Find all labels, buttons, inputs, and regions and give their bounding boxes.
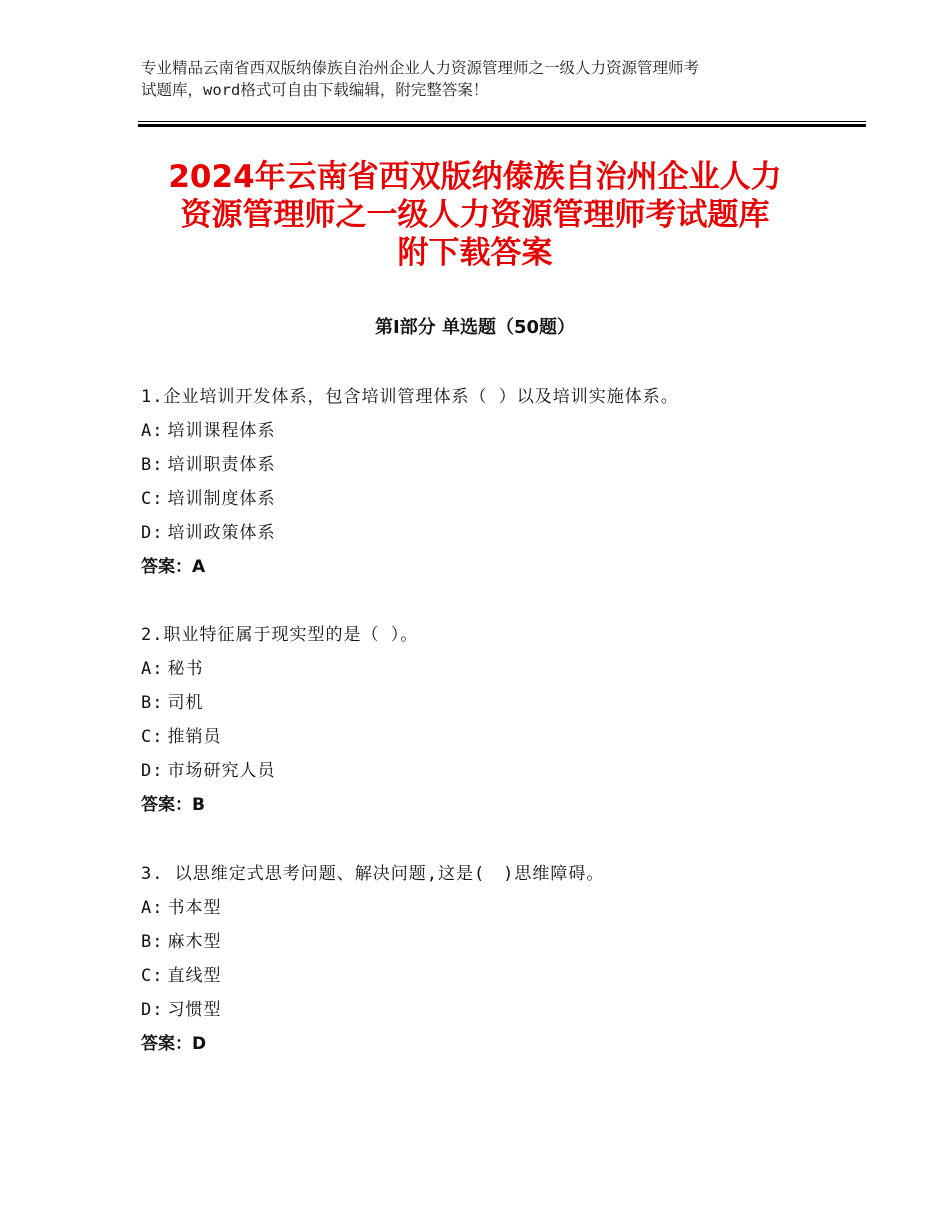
option-text: 麻木型 [167,932,222,952]
option-a [141,652,861,686]
option-key: C: [141,966,164,986]
option-b [141,925,861,959]
option-key: A: [141,659,164,679]
option-key: B: [141,932,164,952]
option-text: 直线型 [167,966,222,986]
option-b [141,448,861,482]
option-key: C: [141,727,164,747]
answer: 答案：B [141,795,205,815]
option-text: 培训职责体系 [167,455,276,475]
option-d [141,754,861,788]
header-line-2: 试题库，word格式可自由下载编辑，附完整答案！ [141,81,489,99]
option-text: 培训政策体系 [167,523,276,543]
question-stem: 3. 以思维定式思考问题、解决问题,这是( )思维障碍。 [141,864,605,884]
option-text: 习惯型 [167,1000,222,1020]
option-a [141,414,861,448]
option-c [141,482,861,516]
option-text: 培训课程体系 [167,421,276,441]
title-line-3: 附下载答案 [397,235,553,271]
document-title [100,158,850,272]
option-key: D: [141,523,164,543]
option-key: D: [141,1000,164,1020]
option-a [141,891,861,925]
option-key: B: [141,455,164,475]
option-text: 秘书 [167,659,204,679]
question-2 [141,618,861,822]
question-stem: 2.职业特征属于现实型的是（ ）。 [141,625,419,645]
option-text: 司机 [167,693,204,713]
option-text: 培训制度体系 [167,489,276,509]
question-3 [141,857,861,1061]
option-b [141,686,861,720]
option-key: A: [141,898,164,918]
option-c [141,959,861,993]
question-stem: 1.企业培训开发体系，包含培训管理体系（ ）以及培训实施体系。 [141,387,679,407]
option-key: D: [141,761,164,781]
answer: 答案：D [141,1034,207,1054]
title-line-2: 资源管理师之一级人力资源管理师考试题库 [180,197,770,233]
option-text: 推销员 [167,727,222,747]
option-c [141,720,861,754]
option-key: A: [141,421,164,441]
section-title: 第Ⅰ部分 单选题（50题） [374,317,575,338]
title-line-1: 2024年云南省西双版纳傣族自治州企业人力 [168,159,782,195]
option-d [141,516,861,550]
header-divider-thin [138,121,866,122]
option-key: C: [141,489,164,509]
option-text: 市场研究人员 [167,761,276,781]
header-divider-thick [138,124,866,127]
answer: 答案：A [141,557,206,577]
option-text: 书本型 [167,898,222,918]
page-header [141,57,831,101]
option-d [141,993,861,1027]
header-line-1: 专业精品云南省西双版纳傣族自治州企业人力资源管理师之一级人力资源管理师考 [141,59,700,77]
question-1 [141,380,861,584]
option-key: B: [141,693,164,713]
